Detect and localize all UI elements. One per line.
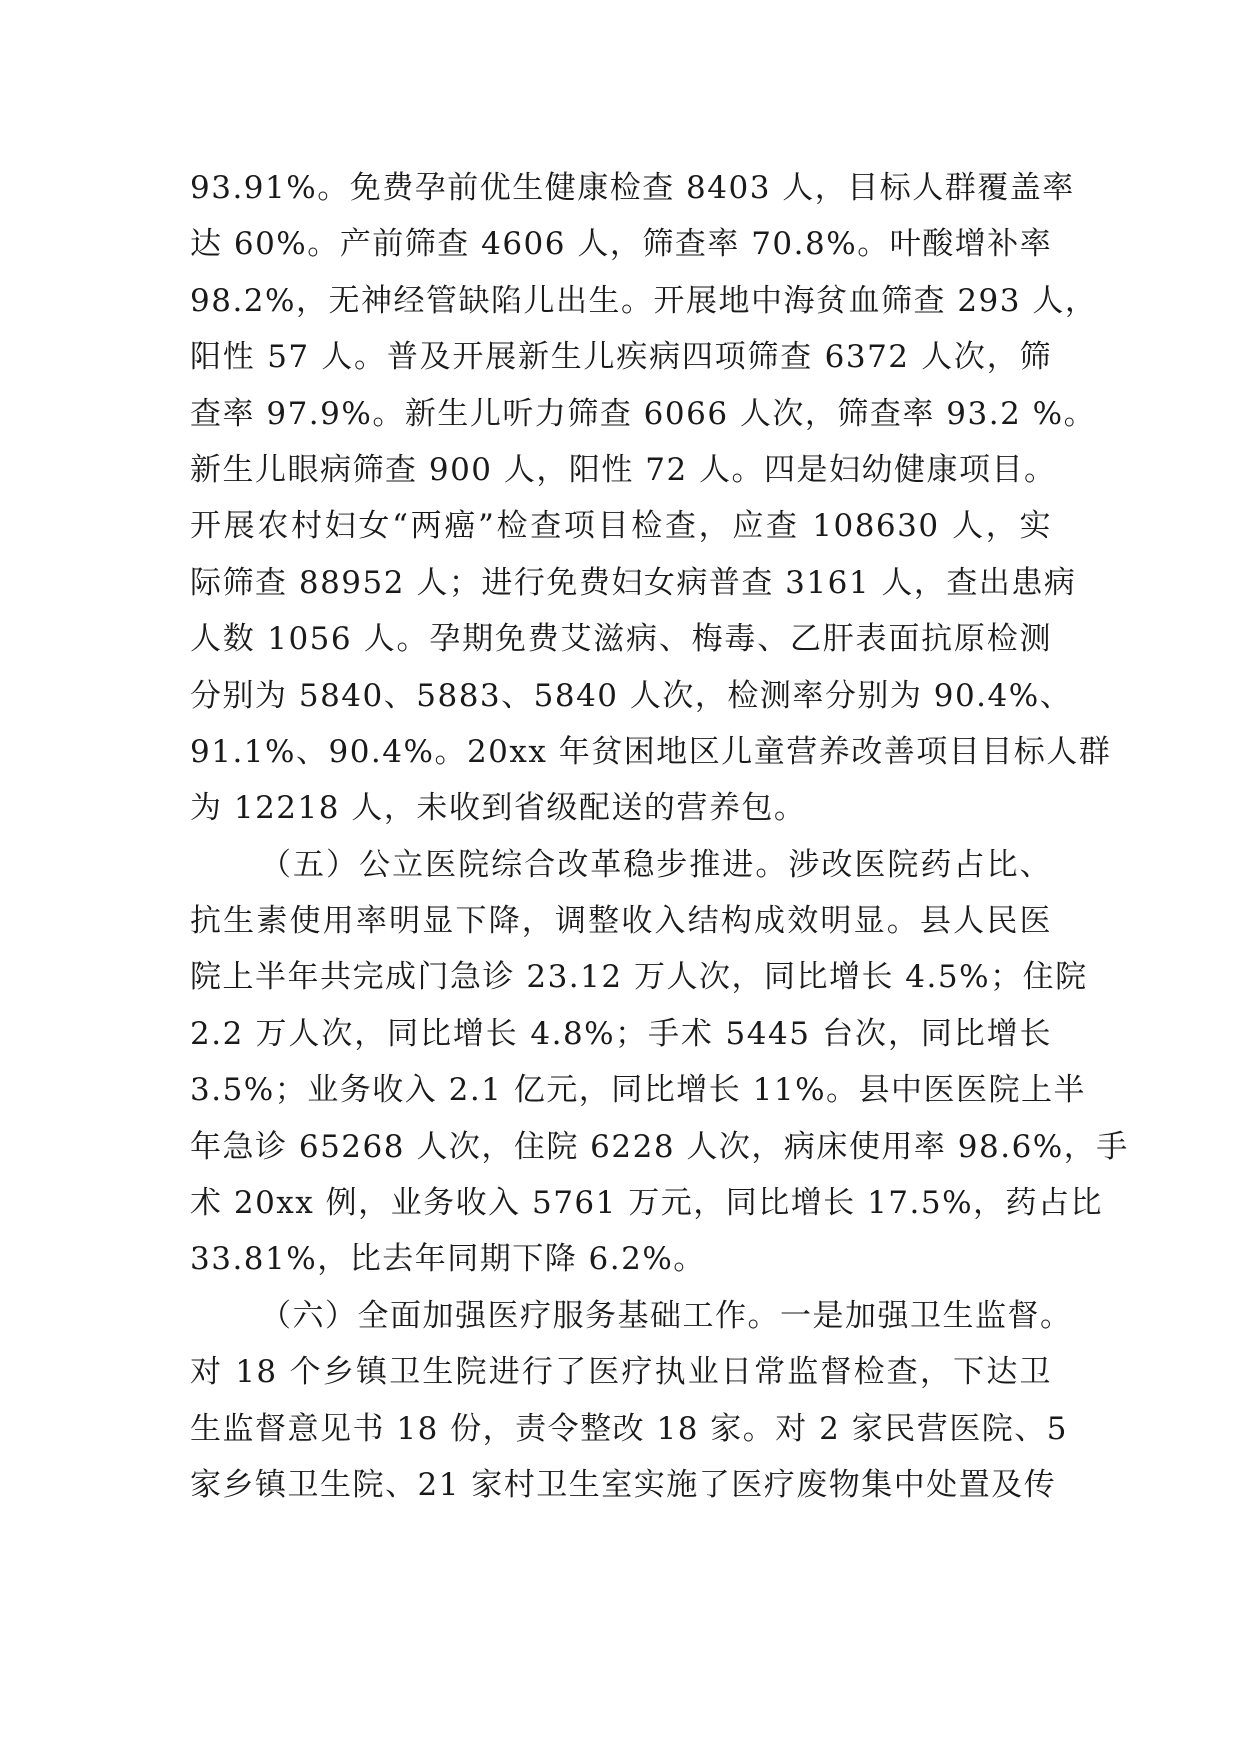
text-line: 术 20xx 例，业务收入 5761 万元，同比增长 17.5%，药占比	[190, 1185, 1104, 1222]
text-line: 新生儿眼病筛查 900 人，阳性 72 人。四是妇幼健康项目。	[190, 451, 1057, 488]
text-line: 达 60%。产前筛查 4606 人，筛查率 70.8%。叶酸增补率	[190, 226, 1053, 263]
text-line: 生监督意见书 18 份，责令整改 18 家。对 2 家民营医院、5	[190, 1410, 1068, 1447]
text-line: 查率 97.9%。新生儿听力筛查 6066 人次，筛查率 93.2 %。	[190, 395, 1097, 432]
text-line: 阳性 57 人。普及开展新生儿疾病四项筛查 6372 人次，筛	[190, 339, 1052, 376]
section-heading-line: （五）公立医院综合改革稳步推进。涉改医院药占比、	[260, 846, 1052, 883]
text-line: 分别为 5840、5883、5840 人次，检测率分别为 90.4%、	[190, 677, 1073, 714]
text-line: 院上半年共完成门急诊 23.12 万人次，同比增长 4.5%；住院	[190, 959, 1088, 996]
body-text	[190, 160, 1129, 1513]
text-line: 对 18 个乡镇卫生院进行了医疗执业日常监督检查，下达卫	[190, 1354, 1052, 1391]
text-line: 家乡镇卫生院、21 家村卫生室实施了医疗废物集中处置及传	[190, 1466, 1057, 1503]
text-line: 为 12218 人，未收到省级配送的营养包。	[190, 790, 807, 827]
text-line: 抗生素使用率明显下降，调整收入结构成效明显。县人民医	[190, 903, 1052, 940]
text-line: 开展农村妇女“两癌”检查项目检查，应查 108630 人，实	[190, 508, 1052, 545]
text-line: 33.81%，比去年同期下降 6.2%。	[190, 1241, 706, 1278]
text-line: 际筛查 88952 人；进行免费妇女病普查 3161 人，查出患病	[190, 564, 1077, 601]
text-line: 3.5%；业务收入 2.1 亿元，同比增长 11%。县中医医院上半	[190, 1072, 1087, 1109]
section-heading-line: （六）全面加强医疗服务基础工作。一是加强卫生监督。	[260, 1297, 1073, 1334]
text-line: 93.91%。免费孕前优生健康检查 8403 人，目标人群覆盖率	[190, 170, 1075, 206]
text-line: 98.2%，无神经管缺陷儿出生。开展地中海贫血筛查 293 人，	[190, 282, 1098, 319]
text-line: 2.2 万人次，同比增长 4.8%；手术 5445 台次，同比增长	[190, 1015, 1052, 1052]
text-line: 年急诊 65268 人次，住院 6228 人次，病床使用率 98.6%，手	[190, 1128, 1129, 1165]
text-line: 人数 1056 人。孕期免费艾滋病、梅毒、乙肝表面抗原检测	[190, 621, 1052, 658]
text-line: 91.1%、90.4%。20xx 年贫困地区儿童营养改善项目目标人群	[190, 733, 1112, 770]
